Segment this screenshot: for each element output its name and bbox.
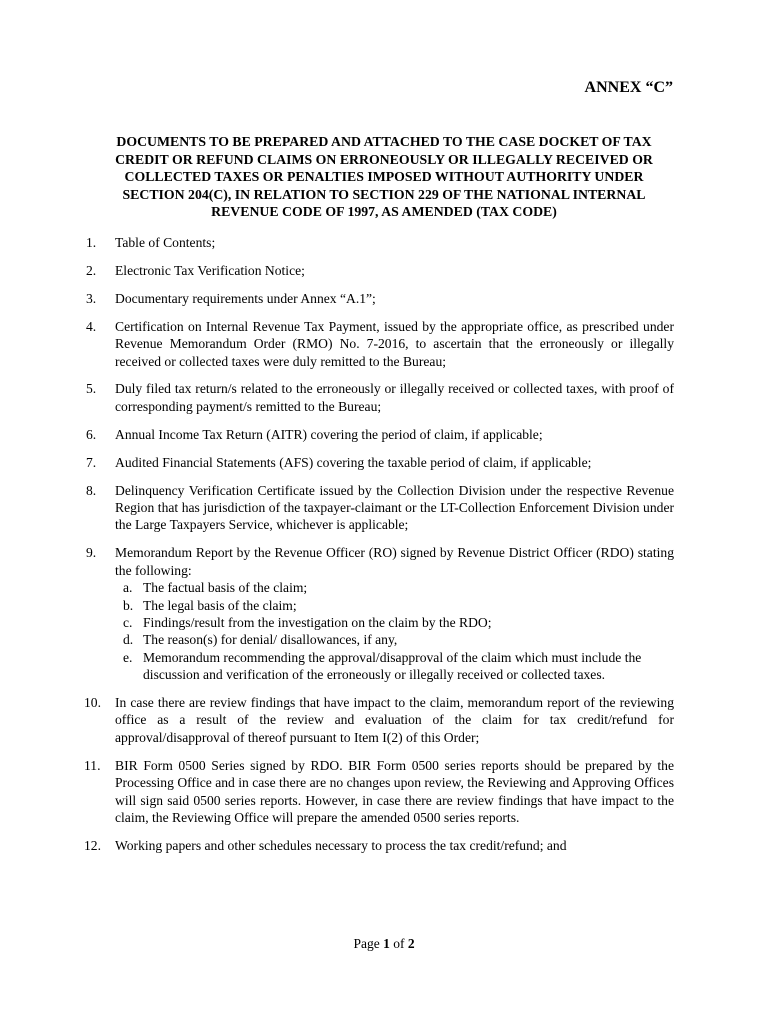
item-text: BIR Form 0500 Series signed by RDO. BIR Form 0500 series reports should be prepared by the Processing Office and in case there are no changes upon review, the Reviewing and Approving Offices will sign said 0500 series reports. However, in case there are review findings that have impact to the claim, the Reviewing Office will prepare the amended 0500 series reports. — [115, 757, 674, 825]
item-number: 8. — [86, 482, 97, 498]
sub-list-item — [115, 649, 674, 684]
sub-list-item — [115, 631, 674, 648]
sub-item-text: The legal basis of the claim; — [143, 597, 297, 613]
sub-item-letter: c. — [123, 614, 133, 630]
item-number: 5. — [86, 381, 97, 397]
item-number: 2. — [86, 262, 97, 278]
document-heading: DOCUMENTS TO BE PREPARED AND ATTACHED TO THE CASE DOCKET OF TAX CREDIT OR REFUND CLAIMS ON ERRONEOUSLY OR ILLEGALLY RECEIVED OR COLLECTED TAXES OR PENALTIES IMPOSED WITHOUT AUTHORITY UNDER SECTION 204(C), IN RELATION TO SECTION 229 OF THE NATIONAL INTERNAL REVENUE CODE OF 1997, AS AMENDED (TAX CODE) — [115, 134, 653, 220]
list-item — [86, 757, 674, 827]
item-text: Audited Financial Statements (AFS) covering the taxable period of claim, if applicable; — [115, 454, 592, 470]
item-number: 1. — [86, 235, 97, 250]
item-number: 9. — [86, 545, 97, 561]
sub-item-letter: a. — [123, 580, 133, 596]
item-number: 7. — [86, 454, 97, 470]
item-number: 10. — [84, 695, 101, 711]
list-item — [86, 234, 674, 251]
item-text: Working papers and other schedules necessary to process the tax credit/refund; and — [115, 837, 567, 853]
list-item — [86, 290, 674, 307]
sub-item-text: Findings/result from the investigation on the claim by the RDO; — [143, 614, 492, 630]
list-item — [86, 318, 674, 370]
item-text: Annual Income Tax Return (AITR) covering the period of claim, if applicable; — [115, 426, 543, 442]
item-number: 12. — [84, 837, 101, 853]
item-number: 11. — [84, 757, 101, 773]
item-number: 3. — [86, 290, 97, 306]
list-item — [86, 426, 674, 443]
item-text: Memorandum Report by the Revenue Officer (RO) signed by Revenue District Officer (RDO) stating the following: — [115, 545, 674, 578]
sub-list-item — [115, 614, 674, 631]
page-footer — [0, 936, 768, 952]
item-number: 6. — [86, 426, 97, 442]
item-text: In case there are review findings that have impact to the claim, memorandum report of the reviewing office as a result of the review and evaluation of the claim for tax credit/refund for approval/disapproval of thereof pursuant to Item I(2) of this Order; — [115, 695, 674, 745]
sub-list — [115, 579, 674, 683]
item-text: Electronic Tax Verification Notice; — [115, 262, 305, 278]
current-page: 1 — [383, 936, 390, 951]
requirements-list — [86, 234, 674, 865]
item-text: Documentary requirements under Annex “A.1”; — [115, 290, 376, 306]
item-text: Certification on Internal Revenue Tax Payment, issued by the appropriate office, as prescribed under Revenue Memorandum Order (RMO) No. 7-2016, to ascertain that the erroneously or illegally received or collected taxes were duly remitted to the Bureau; — [115, 318, 674, 369]
list-item — [86, 544, 674, 683]
sub-list-item — [115, 597, 674, 614]
sub-item-text: Memorandum recommending the approval/disapproval of the claim which must include the discussion and verification of the erroneously or illegally received or collected taxes. — [143, 649, 642, 683]
page-prefix: Page — [353, 936, 384, 951]
sub-item-letter: e. — [123, 649, 133, 665]
list-item — [86, 262, 674, 279]
sub-item-letter: b. — [123, 597, 134, 613]
item-text: Duly filed tax return/s related to the erroneously or illegally received or collected taxes, with proof of corresponding payment/s remitted to the Bureau; — [115, 381, 674, 414]
page-of: of — [389, 936, 408, 951]
total-pages: 2 — [407, 936, 415, 951]
list-item — [86, 380, 674, 415]
sub-item-text: The reason(s) for denial/ disallowances, if any, — [143, 632, 398, 648]
list-item — [86, 837, 674, 854]
list-item — [86, 694, 674, 746]
sub-list-item — [115, 579, 674, 596]
list-item — [86, 482, 674, 534]
sub-item-text: The factual basis of the claim; — [143, 580, 308, 596]
sub-item-letter: d. — [123, 632, 134, 648]
item-number: 4. — [86, 318, 97, 334]
annex-label: ANNEX “C” — [584, 79, 673, 96]
item-text: Table of Contents; — [115, 235, 216, 250]
item-text: Delinquency Verification Certificate issued by the Collection Division under the respective Revenue Region that has jurisdiction of the taxpayer-claimant or the LT-Collection Enforcement Division under the Large Taxpayers Service, whichever is applicable; — [115, 482, 674, 533]
list-item — [86, 454, 674, 471]
